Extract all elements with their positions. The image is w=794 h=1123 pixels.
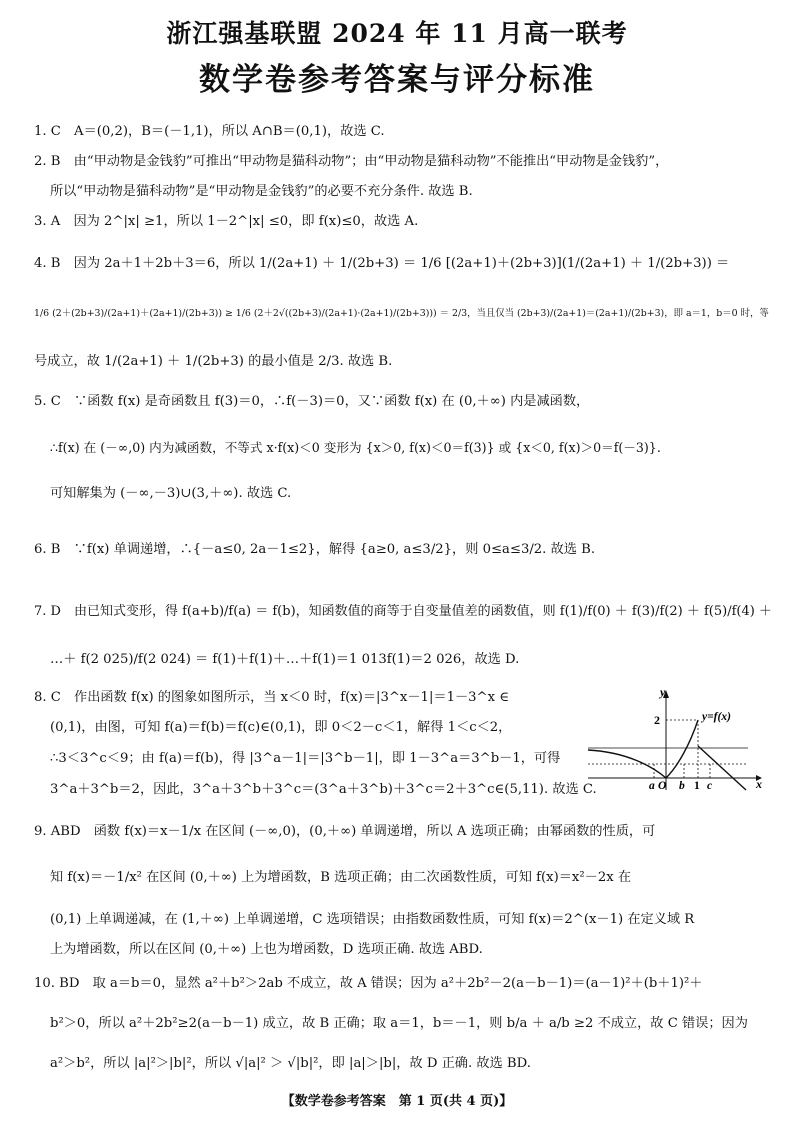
answer-9-line-1: 9. ABD 函数 f(x)＝x－1/x 在区间 (－∞,0)，(0,＋∞) 单调递增，所以 A 选项正确；由幂函数的性质，可 [34,824,656,839]
curve-left [588,720,698,778]
answer-10-line-3: a²＞b²，所以 |a|²＞|b|²，所以 √|a|² ＞ √|b|²，即 |a|＞|b|，故 D 正确. 故选 BD. [50,1056,531,1071]
title-line-1: 浙江强基联盟 2024 年 11 月高一联考 [166,19,628,48]
point-c-label: c [707,780,713,792]
answer-9-line-2: 知 f(x)＝－1/x² 在区间 (0,＋∞) 上为增函数，B 选项正确；由二次函数性质，可知 f(x)＝x²－2x 在 [50,870,632,885]
point-a-label: a [649,780,655,792]
answer-8-line-2: (0,1)，由图，可知 f(a)＝f(b)＝f(c)∈(0,1)，即 0＜2－c＜1，解得 1＜c＜2， [50,720,512,735]
function-graph-figure [586,686,764,792]
page-footer: 【数学卷参考答案 第 1 页(共 4 页)】 [281,1094,513,1109]
answer-9-line-3: (0,1) 上单调递减，在 (1,＋∞) 上单调递增，C 选项错误；由指数函数性质，可知 f(x)＝2^(x－1) 在定义域 R [50,912,695,927]
answer-7-line-2: …＋ f(2 025)/f(2 024) ＝ f(1)＋f(1)＋…＋f(1)＝1 013f(1)＝2 026，故选 D. [50,652,520,667]
answer-7-line-1: 7. D 由已知式变形，得 f(a+b)/f(a) ＝ f(b)，知函数值的商等于自变量值差的函数值，则 f(1)/f(0) ＋ f(3)/f(2) ＋ f(5)/f(4) ＋ [34,604,772,619]
tick-1-label: 1 [694,780,700,792]
x-axis-label: x [756,777,762,791]
answer-4-line-2: 1/6 (2＋(2b+3)/(2a+1)＋(2a+1)/(2b+3)) ≥ 1/6 (2＋2√((2b+3)/(2a+1)·(2a+1)/(2b+3))) ＝ 2/3，当且仅当 (2b+3)/(2a+1)＝(2a+1)/(2b+3)，即 a＝1，b＝0 时，等 [34,308,769,319]
answer-5-line-2: ∴f(x) 在 (－∞,0) 内为减函数，不等式 x·f(x)＜0 变形为 {x＞0, f(x)＜0＝f(3)} 或 {x＜0, f(x)＞0＝f(－3)}. [50,440,661,455]
answer-2-line-2: 所以“甲动物是猫科动物”是“甲动物是金钱豹”的必要不充分条件. 故选 B. [50,184,473,199]
curve-right [698,746,746,790]
answer-4-line-3: 号成立，故 1/(2a+1) ＋ 1/(2b+3) 的最小值是 2/3. 故选 B. [34,354,393,369]
answer-5-line-1: 5. C ∵函数 f(x) 是奇函数且 f(3)＝0，∴f(－3)＝0，又∵函数 f(x) 在 (0,＋∞) 内是减函数， [34,394,590,409]
answer-10-line-1: 10. BD 取 a＝b＝0，显然 a²＋b²＞2ab 不成立，故 A 错误；因为 a²＋2b²－2(a－b－1)＝(a－1)²＋(b＋1)²＋ [34,976,703,991]
answer-1: 1. C A＝(0,2)，B＝(－1,1)，所以 A∩B＝(0,1)，故选 C. [34,124,385,139]
title-line-2: 数学卷参考答案与评分标准 [199,62,595,98]
curve-label: y=f(x) [702,711,731,723]
answer-10-line-2: b²＞0，所以 a²＋2b²≥2(a－b－1) 成立，故 B 正确；取 a＝1，b＝－1，则 b/a ＋ a/b ≥2 不成立，故 C 错误；因为 [50,1016,748,1031]
answer-9-line-4: 上为增函数，所以在区间 (0,＋∞) 上也为增函数，D 选项正确. 故选 ABD. [50,942,483,957]
answer-6: 6. B ∵f(x) 单调递增，∴{－a≤0, 2a－1≤2}，解得 {a≥0, a≤3/2}，则 0≤a≤3/2. 故选 B. [34,542,596,557]
answer-8-line-3: ∴3＜3^c＜9；由 f(a)＝f(b)，得 |3^a－1|＝|3^b－1|，即 1－3^a＝3^b－1，可得 [50,751,561,766]
answer-4-line-1: 4. B 因为 2a＋1＋2b＋3＝6，所以 1/(2a+1) ＋ 1/(2b+3) ＝ 1/6 [(2a+1)＋(2b+3)](1/(2a+1) ＋ 1/(2b+3)) ＝ [34,256,730,271]
tick-2-label: 2 [654,713,660,727]
answer-8-line-1: 8. C 作出函数 f(x) 的图象如图所示，当 x＜0 时，f(x)＝|3^x－1|＝1－3^x ∈ [34,690,509,705]
answer-5-line-3: 可知解集为 (－∞,－3)∪(3,＋∞). 故选 C. [50,486,292,501]
answer-8-line-4: 3^a＋3^b＝2，因此，3^a＋3^b＋3^c＝(3^a＋3^b)＋3^c＝2＋3^c∈(5,11). 故选 C. [50,782,597,797]
point-b-label: b [679,780,685,792]
answer-3: 3. A 因为 2^|x| ≥1，所以 1－2^|x| ≤0，即 f(x)≤0，故选 A. [34,214,419,229]
answer-2-line-1: 2. B 由“甲动物是金钱豹”可推出“甲动物是猫科动物”；由“甲动物是猫科动物”不能推出“甲动物是金钱豹”， [34,154,669,169]
y-axis-label: y [660,686,666,699]
origin-label: O [658,780,667,792]
